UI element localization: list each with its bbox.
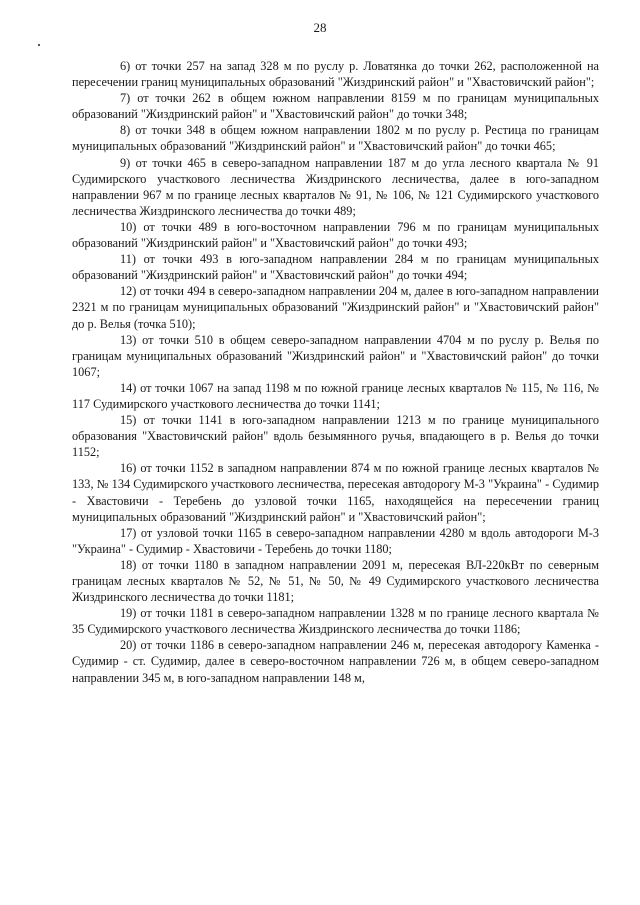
paragraph-20: 20) от точки 1186 в северо-западном направлении 246 м, пересекая автодорогу Каменка - Судимир - ст. Судимир, далее в северо-восточном направлении 726 м, в общем северо-западном направлении 345 м, в юго-западном направлении 148 м,: [72, 638, 599, 685]
document-body: [72, 58, 599, 686]
paragraph-17: 17) от узловой точки 1165 в северо-западном направлении 4280 м вдоль автодороги М-3 "Украина" - Судимир - Хвастовичи - Теребень до точки 1180;: [72, 525, 599, 556]
paragraph-6: 6) от точки 257 на запад 328 м по руслу р. Ловатянка до точки 262, расположенной на пересечении границ муниципальных образований "Жиздринский район" и "Хвастовичский район";: [72, 59, 599, 90]
paragraph-12: 12) от точки 494 в северо-западном направлении 204 м, далее в юго-западном направлении 2321 м по границам муниципальных образований "Жиздринский район" и "Хвастовичский район" до р. Велья (точка 510);: [72, 284, 599, 331]
paragraph-18: 18) от точки 1180 в западном направлении 2091 м, пересекая ВЛ-220кВт по северным границам лесных кварталов № 52, № 51, № 50, № 49 Судимирского участкового лесничества Жиздринского лесничества до точки 1181;: [72, 557, 599, 605]
paragraph-7: 7) от точки 262 в общем южном направлении 8159 м по границам муниципальных образований "Жиздринский район" и "Хвастовичский район" до точки 348;: [72, 91, 599, 122]
paragraph-11: 11) от точки 493 в юго-западном направлении 284 м по границам муниципальных образований "Жиздринский район" и "Хвастовичский район" до точки 494;: [72, 252, 599, 283]
paragraph-19: 19) от точки 1181 в северо-западном направлении 1328 м по границе лесного квартала № 35 Судимирского участкового лесничества Жиздринского лесничества до точки 1186;: [72, 606, 599, 637]
paragraph-16: 16) от точки 1152 в западном направлении 874 м по южной границе лесных кварталов № 133, № 134 Судимирского участкового лесничества, пересекая автодорогу М-3 "Украина" - Судимир - Хвастовичи - Теребень до узловой точки 1165, находящейся на пересечении границ муниципальных образований "Жиздринский район" и "Хвастовичский район";: [72, 461, 599, 524]
paragraph-14: 14) от точки 1067 на запад 1198 м по южной границе лесных кварталов № 115, № 116, № 117 Судимирского участкового лесничества до точки 1141;: [72, 380, 599, 411]
page-number: 28: [313, 20, 327, 35]
paragraph-9: 9) от точки 465 в северо-западном направлении 187 м до угла лесного квартала № 91 Судимирского участкового лесничества Жиздринского лесничества, далее в юго-западном направлении 967 м по границе лесных кварталов № 91, № 106, № 121 Судимирского участкового лесничества Жиздринского лесничества до точки 489;: [72, 155, 599, 218]
scan-artifact: [38, 44, 40, 46]
paragraph-15: 15) от точки 1141 в юго-западном направлении 1213 м по границе муниципального образования "Хвастовичский район" вдоль безымянного ручья, впадающего в р. Велья до точки 1152;: [72, 413, 599, 460]
paragraph-10: 10) от точки 489 в юго-восточном направлении 796 м по границам муниципальных образований "Жиздринский район" и "Хвастовичский район" до точки 493;: [72, 219, 599, 251]
paragraph-13: 13) от точки 510 в общем северо-западном направлении 4704 м по руслу р. Велья по границам муниципальных образований "Жиздринский район" и "Хвастовичский район" до точки 1067;: [72, 332, 599, 379]
paragraph-8: 8) от точки 348 в общем южном направлении 1802 м по руслу р. Рестица по границам муниципальных образований "Жиздринский район" и "Хвастовичский район" до точки 465;: [72, 123, 599, 154]
